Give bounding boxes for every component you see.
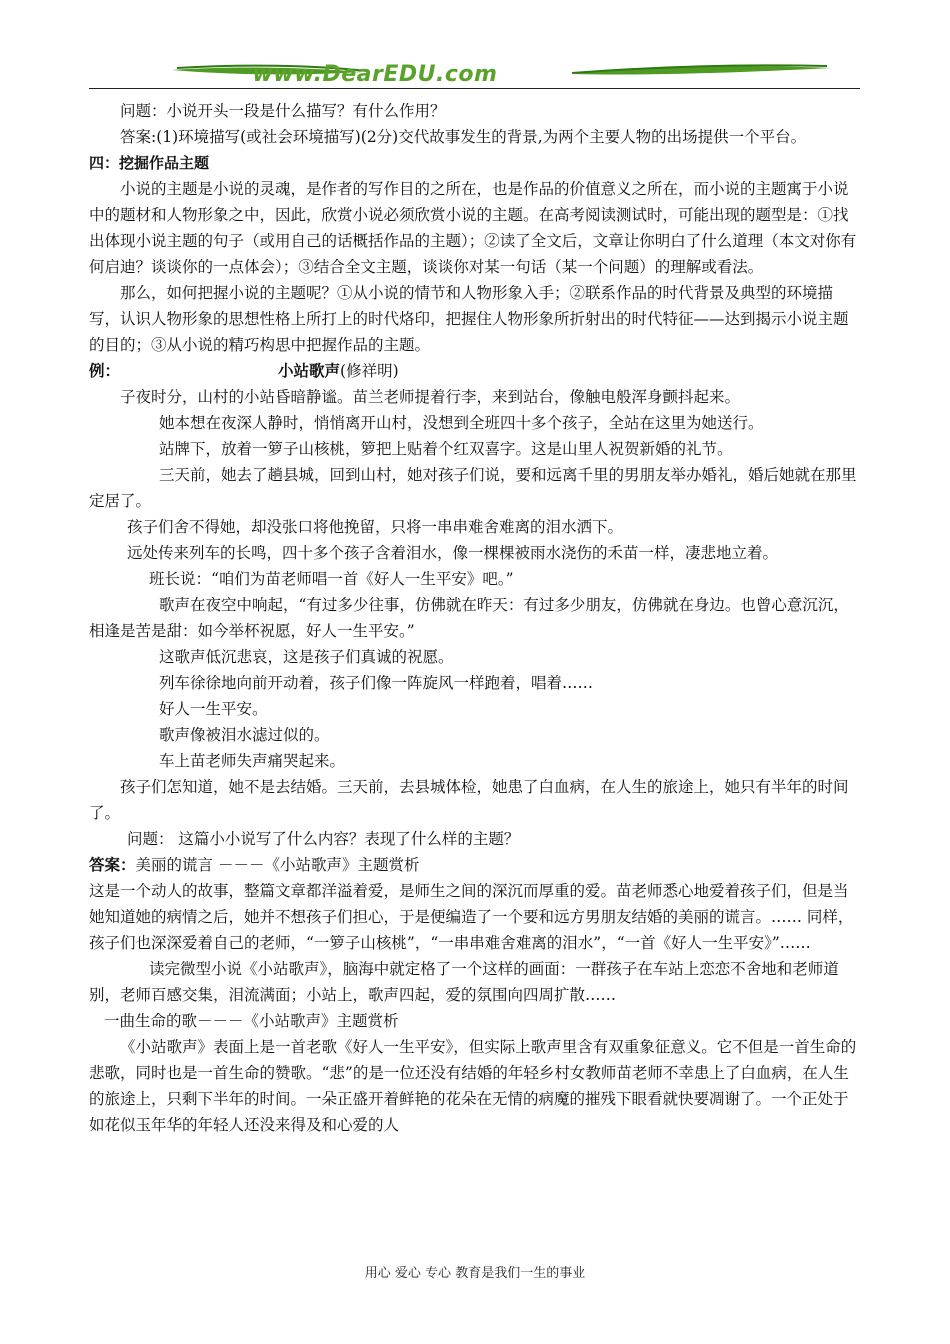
subheading: 一曲生命的歌－－－《小站歌声》主题赏析 — [104, 1012, 399, 1030]
answer-label: 答案： — [89, 856, 136, 874]
example-heading — [89, 358, 861, 384]
page-footer: 用心 爱心 专心 教育是我们一生的事业 — [364, 1266, 586, 1281]
story-paragraph: 孩子们舍不得她，却没张口将他挽留，只将一串串难舍难离的泪水洒下。 — [127, 518, 624, 536]
answer-paragraph: 答案:(1)环境描写(或社会环境描写)(2分)交代故事发生的背景,为两个主要人物的出场提供一个平台。 — [120, 128, 807, 146]
story-paragraph: 歌声在夜空中响起，“有过多少往事，仿佛就在昨天：有过多少朋友，仿佛就在身边。也曾心意沉沉，相逢是苦是甜：如今举杯祝愿，好人一生平安。” — [89, 596, 849, 640]
body-paragraph: 小说的主题是小说的灵魂，是作者的写作目的之所在，也是作品的价值意义之所在，而小说的主题寓于小说中的题材和人物形象之中，因此，欣赏小说必须欣赏小说的主题。在高考阅读测试时，可能出现的题型是：①找出体现小说主题的句子（或用自己的话概括作品的主题）；②读了全文后，文章让你明白了什么道理（本文对你有何启迪？谈谈你的一点体会）；③结合全文主题，谈谈你对某一句话（某一个问题）的理解或看法。 — [89, 180, 857, 276]
document-body — [89, 98, 861, 1138]
section-heading: 四：挖掘作品主题 — [89, 154, 210, 172]
header-rule — [89, 88, 860, 89]
answer-paragraph: 读完微型小说《小站歌声》，脑海中就定格了一个这样的画面：一群孩子在车站上恋恋不舍地和老师道别，老师百感交集，泪流满面；小站上，歌声四起，爱的氛围向四周扩散…… — [89, 960, 839, 1004]
answer-title: 美丽的谎言 －－－《小站歌声》主题赏析 — [135, 856, 420, 874]
answer-heading — [89, 852, 861, 878]
story-paragraph: 站牌下，放着一箩子山核桃，箩把上贴着个红双喜字。这是山里人祝贺新婚的礼节。 — [159, 440, 733, 458]
story-paragraph: 孩子们怎知道，她不是去结婚。三天前，去县城体检，她患了白血病，在人生的旅途上，她只有半年的时间了。 — [89, 778, 849, 822]
story-paragraph: 她本想在夜深人静时，悄悄离开山村，没想到全班四十多个孩子，全站在这里为她送行。 — [159, 414, 764, 432]
body-paragraph: 那么，如何把握小说的主题呢？①从小说的情节和人物形象入手；②联系作品的时代背景及典型的环境描写，认识人物形象的思想性格上所打上的时代烙印，把握住人物形象所折射出的时代特征——达到揭示小说主题的目的；③从小说的精巧构思中把握作品的主题。 — [89, 284, 849, 354]
story-paragraph: 三天前，她去了趟县城，回到山村，她对孩子们说，要和远离千里的男朋友举办婚礼，婚后她就在那里定居了。 — [89, 466, 857, 510]
story-paragraph: 歌声像被泪水滤过似的。 — [159, 726, 330, 744]
story-paragraph: 列车徐徐地向前开动着，孩子们像一阵旋风一样跑着，唱着…… — [159, 674, 594, 692]
story-author: (修祥明) — [340, 362, 399, 380]
story-paragraph: 车上苗老师失声痛哭起来。 — [159, 752, 346, 770]
site-logo-text[interactable]: www.DearEDU.com — [252, 62, 498, 87]
story-paragraph: 班长说：“咱们为苗老师唱一首《好人一生平安》吧。” — [149, 570, 514, 588]
story-paragraph: 远处传来列车的长鸣，四十多个孩子含着泪水，像一棵棵被雨水浇伤的禾苗一样，凄悲地立着。 — [127, 544, 779, 562]
question-paragraph: 问题： 这篇小小说写了什么内容？表现了什么样的主题？ — [127, 830, 520, 848]
story-paragraph: 子夜时分，山村的小站昏暗静谧。苗兰老师提着行李，来到站台，像触电般浑身颤抖起来。 — [120, 388, 741, 406]
question-paragraph: 问题：小说开头一段是什么描写？有什么作用？ — [120, 102, 446, 120]
story-paragraph: 这歌声低沉悲哀，这是孩子们真诚的祝愿。 — [159, 648, 454, 666]
example-label: 例： — [89, 362, 121, 380]
story-title: 小站歌声 — [278, 362, 341, 380]
answer-paragraph: 这是一个动人的故事，整篇文章都洋溢着爱，是师生之间的深沉而厚重的爱。苗老师悉心地爱着孩子们，但是当她知道她的病情之后，她并不想孩子们担心，于是便编造了一个要和远方男朋友结婚的美丽的谎言。…… 同样，孩子们也深深爱着自己的老师，“一箩子山核桃”，“一串串难舍难离的泪水”，“一首《好人一生平安》”…… — [89, 882, 854, 952]
answer-paragraph: 《小站歌声》表面上是一首老歌《好人一生平安》，但实际上歌声里含有双重象征意义。它不但是一首生命的悲歌，同时也是一首生命的赞歌。“悲”的是一位还没有结婚的年轻乡村女教师苗老师不幸患上了白血病，在人生的旅途上，只剩下半年的时间。一朵正盛开着鲜艳的花朵在无情的病魔的摧残下眼看就快要凋谢了。一个正处于如花似玉年华的年轻人还没来得及和心爱的人 — [89, 1038, 857, 1134]
story-paragraph: 好人一生平安。 — [159, 700, 268, 718]
